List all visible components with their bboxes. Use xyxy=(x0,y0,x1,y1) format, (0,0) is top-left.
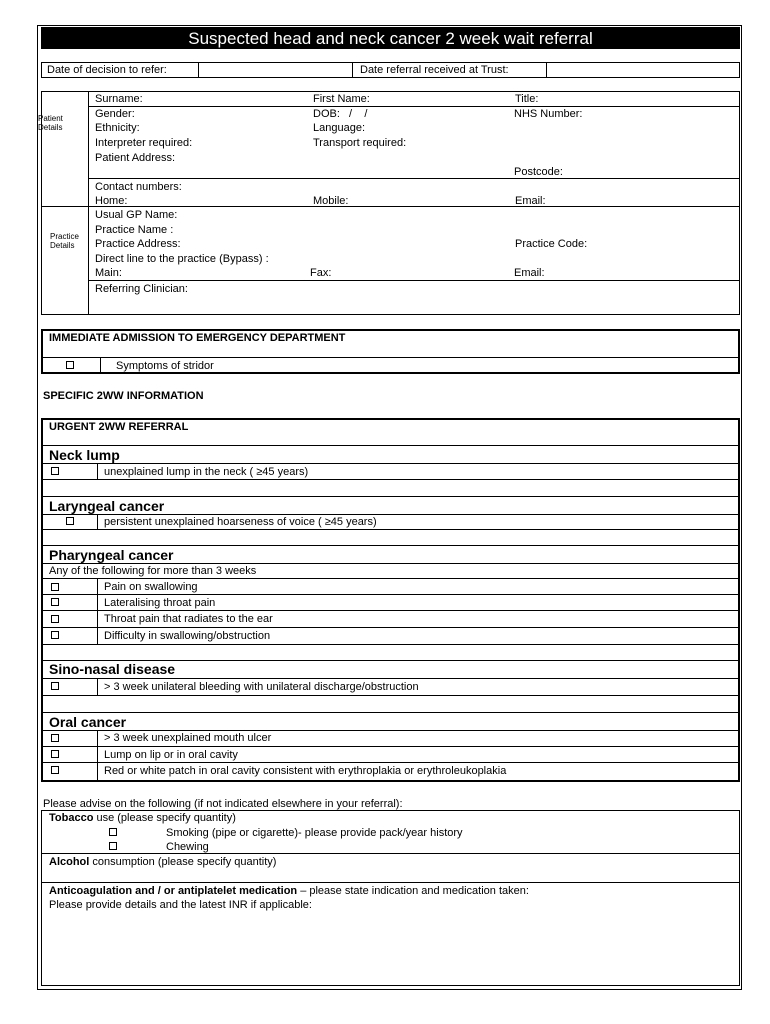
referring-clinician-label: Referring Clinician: xyxy=(95,283,188,295)
direct-line-label: Direct line to the practice (Bypass) : xyxy=(95,253,269,265)
tobacco-rest: use (please specify quantity) xyxy=(93,812,236,824)
sino-nasal-item: > 3 week unilateral bleeding with unilateral discharge/obstruction xyxy=(104,681,419,693)
gender-label: Gender: xyxy=(95,108,135,120)
lip-lump-checkbox[interactable] xyxy=(51,750,59,758)
ethnicity-label: Ethnicity: xyxy=(95,122,140,134)
laryngeal-checkbox[interactable] xyxy=(66,517,74,525)
contact-numbers-label: Contact numbers: xyxy=(95,181,182,193)
patient-practice-separator xyxy=(41,206,740,207)
advise-intro: Please advise on the following (if not indicated elsewhere in your referral): xyxy=(43,798,403,810)
main-phone-label: Main: xyxy=(95,267,122,279)
oral-cancer-title: Oral cancer xyxy=(49,714,127,730)
dysphagia-checkbox[interactable] xyxy=(51,631,59,639)
oral-item-1: > 3 week unexplained mouth ulcer xyxy=(104,732,272,744)
postcode-label: Postcode: xyxy=(514,166,563,178)
chewing-checkbox[interactable] xyxy=(109,842,117,850)
pharyngeal-item-1: Pain on swallowing xyxy=(104,581,198,593)
oral-item-2: Lump on lip or in oral cavity xyxy=(104,749,238,761)
interpreter-label: Interpreter required: xyxy=(95,137,193,149)
page-title: Suspected head and neck cancer 2 week wait referral xyxy=(188,29,593,48)
pharyngeal-intro: Any of the following for more than 3 weeks xyxy=(49,565,257,577)
details-divider xyxy=(88,91,89,315)
details-block xyxy=(41,91,740,315)
radiating-pain-checkbox[interactable] xyxy=(51,615,59,623)
patient-address-label: Patient Address: xyxy=(95,152,176,164)
specific-2ww-header: SPECIFIC 2WW INFORMATION xyxy=(43,390,204,402)
pain-swallowing-checkbox[interactable] xyxy=(51,583,59,591)
inr-label: Please provide details and the latest INR if applicable: xyxy=(49,899,312,911)
neck-lump-item: unexplained lump in the neck ( ≥45 years) xyxy=(104,466,309,478)
pharyngeal-title: Pharyngeal cancer xyxy=(49,547,174,563)
home-phone-label: Home: xyxy=(95,195,128,207)
transport-label: Transport required: xyxy=(313,137,407,149)
smoking-checkbox[interactable] xyxy=(109,828,117,836)
date-received-label: Date referral received at Trust: xyxy=(360,64,509,76)
first-name-label: First Name: xyxy=(313,93,370,105)
immediate-admission-header: IMMEDIATE ADMISSION TO EMERGENCY DEPARTMENT xyxy=(49,332,346,344)
practice-address-label: Practice Address: xyxy=(95,238,181,250)
date-decision-label: Date of decision to refer: xyxy=(47,64,167,76)
anticoagulation-bold: Anticoagulation and / or antiplatelet medication xyxy=(49,885,298,897)
sino-nasal-checkbox[interactable] xyxy=(51,682,59,690)
surname-label: Surname: xyxy=(95,93,143,105)
practice-code-label: Practice Code: xyxy=(515,238,588,250)
patient-section-label: Patient Details xyxy=(38,114,63,132)
anticoagulation-label xyxy=(49,885,529,897)
patient-email-label: Email: xyxy=(515,195,546,207)
urgent-referral-header: URGENT 2WW REFERRAL xyxy=(49,421,189,433)
mouth-ulcer-checkbox[interactable] xyxy=(51,734,59,742)
chewing-label: Chewing xyxy=(166,841,209,853)
tobacco-label xyxy=(49,812,236,824)
practice-name-label: Practice Name : xyxy=(95,224,174,236)
tobacco-bold: Tobacco xyxy=(49,812,94,824)
date-decision-field[interactable] xyxy=(198,62,353,78)
practice-email-label: Email: xyxy=(514,267,545,279)
date-received-field[interactable] xyxy=(546,62,740,78)
nhs-number-label: NHS Number: xyxy=(514,108,583,120)
stridor-checkbox[interactable] xyxy=(66,361,74,369)
alcohol-rest: consumption (please specify quantity) xyxy=(89,856,277,868)
laryngeal-title: Laryngeal cancer xyxy=(49,498,165,514)
anticoagulation-rest: – please state indication and medication taken: xyxy=(297,885,529,897)
dob-label: DOB: / / xyxy=(313,108,368,120)
pharyngeal-item-3: Throat pain that radiates to the ear xyxy=(104,613,273,625)
lateralising-pain-checkbox[interactable] xyxy=(51,598,59,606)
neck-lump-title: Neck lump xyxy=(49,447,120,463)
oral-item-3: Red or white patch in oral cavity consistent with erythroplakia or erythroleukoplakia xyxy=(104,765,507,777)
stridor-label: Symptoms of stridor xyxy=(116,360,214,372)
pharyngeal-item-4: Difficulty in swallowing/obstruction xyxy=(104,630,271,642)
language-label: Language: xyxy=(313,122,365,134)
sino-nasal-title: Sino-nasal disease xyxy=(49,661,176,677)
neck-lump-checkbox[interactable] xyxy=(51,467,59,475)
practice-section-label: Practice Details xyxy=(50,232,79,250)
oral-patch-checkbox[interactable] xyxy=(51,766,59,774)
laryngeal-item: persistent unexplained hoarseness of voice ( ≥45 years) xyxy=(104,516,377,528)
mobile-label: Mobile: xyxy=(313,195,349,207)
pharyngeal-item-2: Lateralising throat pain xyxy=(104,597,216,609)
alcohol-label xyxy=(49,856,276,868)
smoking-label: Smoking (pipe or cigarette)- please provide pack/year history xyxy=(166,827,463,839)
alcohol-bold: Alcohol xyxy=(49,856,90,868)
title-label: Title: xyxy=(515,93,539,105)
gp-name-label: Usual GP Name: xyxy=(95,209,178,221)
fax-label: Fax: xyxy=(310,267,332,279)
